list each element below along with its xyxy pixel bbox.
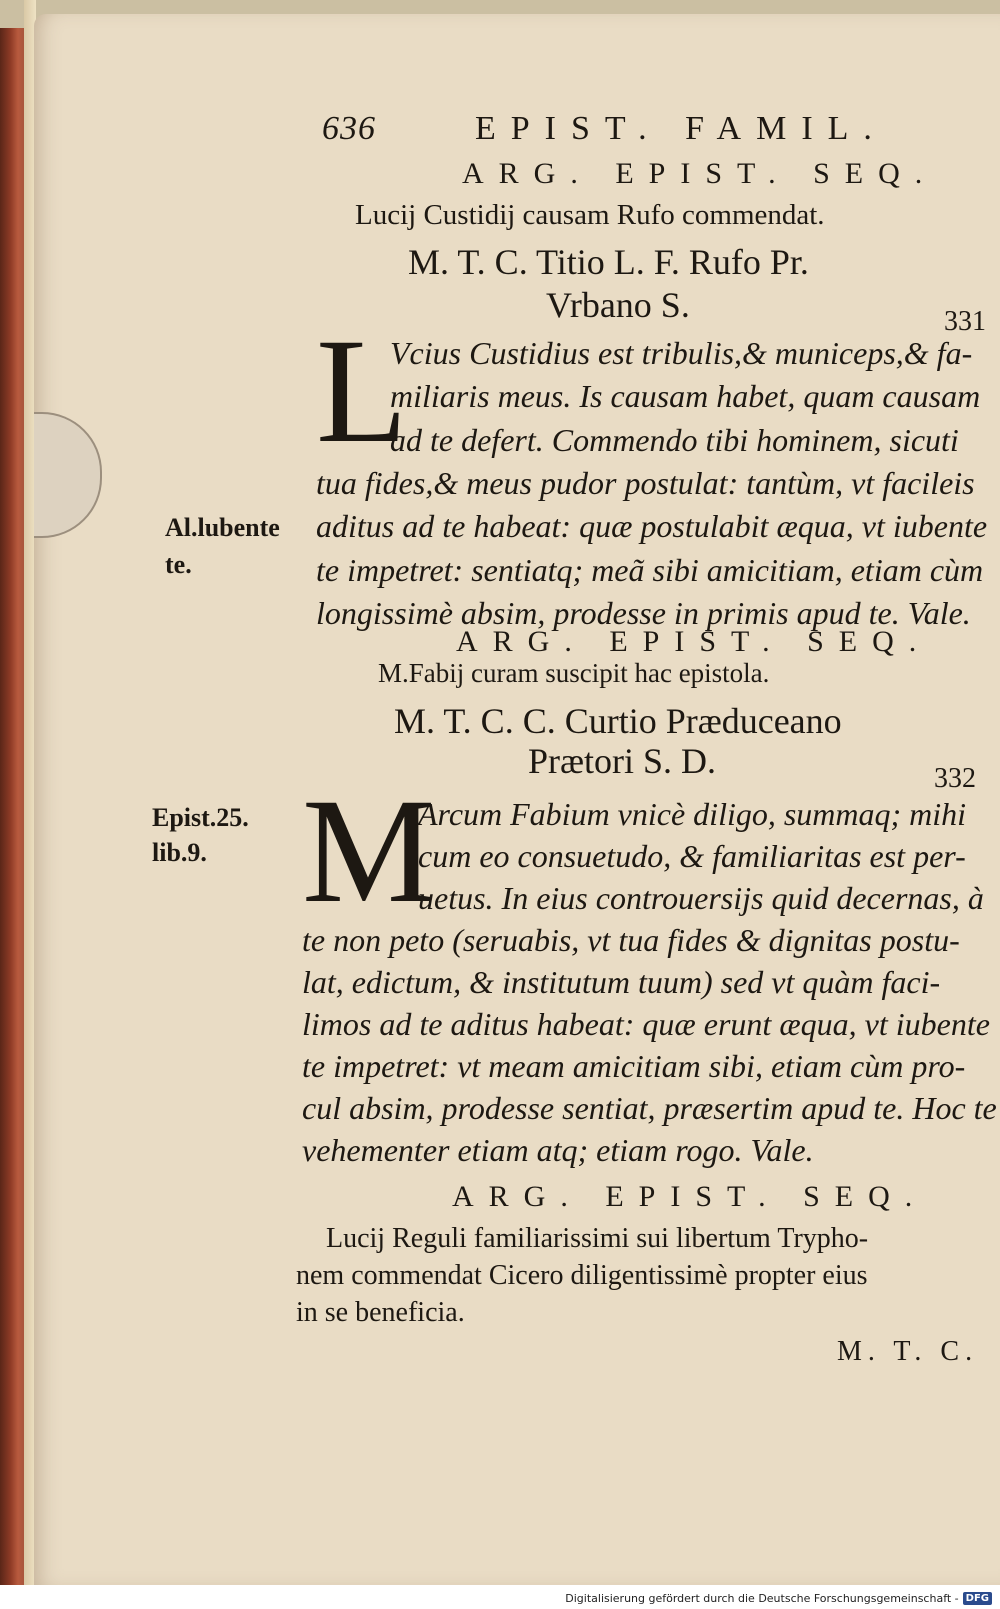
text-line: vehementer etiam atq; etiam rogo. Vale. bbox=[302, 1132, 814, 1168]
text-line: miliaris meus. Is causam habet, quam causam bbox=[390, 378, 981, 414]
text-line: longissimè absim, prodesse in primis apud te. Vale. bbox=[316, 595, 971, 631]
text-line: ad te defert. Commendo tibi hominem, sicuti bbox=[390, 422, 959, 458]
drop-cap: M bbox=[302, 768, 436, 934]
argument-text: nem commendat Cicero diligentissimè propter eius bbox=[296, 1260, 868, 1291]
letter-number: 331 bbox=[944, 306, 986, 337]
text-line: tua fides,& meus pudor postulat: tantùm, vt facileis bbox=[316, 465, 975, 501]
text-line: cum eo consuetudo, & familiaritas est per- bbox=[418, 838, 966, 874]
dfg-logo: DFG bbox=[963, 1592, 992, 1605]
catchword: M. T. C. bbox=[837, 1336, 979, 1367]
text-line: uetus. In eius controuersijs quid decernas, à bbox=[418, 880, 984, 916]
text-line: te impetret: vt meam amicitiam sibi, etiam cùm pro- bbox=[302, 1048, 966, 1084]
page-clip bbox=[34, 412, 102, 538]
argument-heading: ARG. EPIST. SEQ. bbox=[462, 157, 938, 190]
running-title: EPIST. FAMIL. bbox=[475, 110, 887, 147]
argument-text: in se beneficia. bbox=[296, 1297, 465, 1328]
text-line: cul absim, prodesse sentiat, præsertim apud te. Hoc te bbox=[302, 1090, 997, 1126]
credit-text: Digitalisierung gefördert durch die Deutsche Forschungsgemeinschaft - bbox=[565, 1591, 959, 1605]
page-number: 636 bbox=[322, 110, 376, 147]
margin-note-continued: lib.9. bbox=[152, 838, 207, 867]
argument-heading: ARG. EPIST. SEQ. bbox=[452, 1180, 928, 1213]
text-line: Vcius Custidius est tribulis,& municeps,& fa- bbox=[390, 335, 973, 371]
salutation: M. T. C. Titio L. F. Rufo Pr. bbox=[408, 242, 809, 282]
argument-heading: ARG. EPIST. SEQ. bbox=[456, 625, 932, 658]
argument-text: M.Fabij curam suscipit hac epistola. bbox=[378, 658, 770, 688]
argument-text: Lucij Custidij causam Rufo commendat. bbox=[355, 199, 825, 231]
salutation: M. T. C. C. Curtio Præduceano bbox=[394, 701, 842, 741]
drop-cap: L bbox=[316, 308, 408, 474]
salutation-continued: Vrbano S. bbox=[546, 285, 690, 325]
margin-note: Al.lubente bbox=[165, 513, 280, 542]
margin-note: Epist.25. bbox=[152, 803, 249, 832]
margin-note-continued: te. bbox=[165, 550, 192, 579]
text-line: lat, edictum, & institutum tuum) sed vt quàm faci- bbox=[302, 964, 941, 1000]
text-line: Arcum Fabium vnicè diligo, summaq; mihi bbox=[418, 796, 967, 832]
text-line: te non peto (seruabis, vt tua fides & dignitas postu- bbox=[302, 922, 960, 958]
argument-text: Lucij Reguli familiarissimi sui libertum Trypho- bbox=[326, 1223, 869, 1254]
digitization-credit bbox=[565, 1587, 992, 1609]
letter-number: 332 bbox=[934, 763, 976, 794]
text-line: limos ad te aditus habeat: quæ erunt æqua, vt iubente bbox=[302, 1006, 990, 1042]
text-line: aditus ad te habeat: quæ postulabit æqua, vt iubente bbox=[316, 508, 988, 544]
text-line: te impetret: sentiatq; meã sibi amicitiam, etiam cùm bbox=[316, 552, 984, 588]
salutation-continued: Prætori S. D. bbox=[528, 741, 717, 781]
